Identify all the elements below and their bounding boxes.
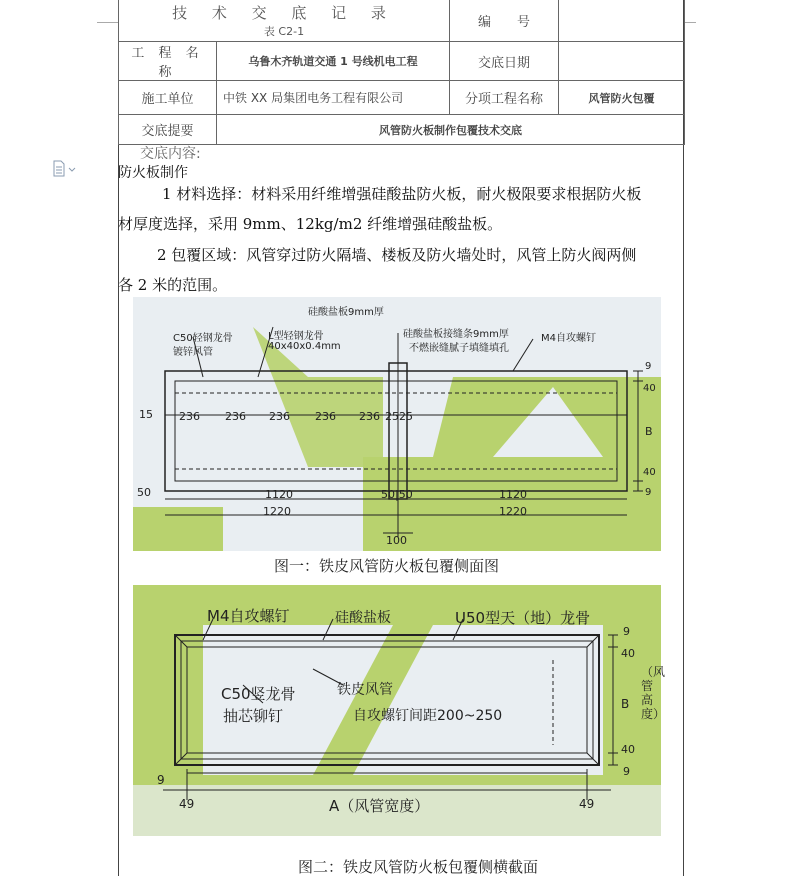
label-l-keel: L型轻钢龙骨 <box>268 331 324 342</box>
code-value[interactable] <box>559 0 685 42</box>
dim-right-40-bottom: 40 <box>643 467 656 478</box>
summary-label: 交底提要 <box>119 115 217 145</box>
header-title-cell <box>119 0 450 42</box>
dim-right-9-bottom: 9 <box>645 487 652 498</box>
label-silicate-board: 硅酸盐板9mm厚 <box>308 307 384 318</box>
section-title: 防火板制作 <box>118 165 188 181</box>
dim-left-9: 9 <box>157 773 165 787</box>
label-m4-screw: M4自攻螺钉 <box>541 333 596 344</box>
label-steel-duct: 铁皮风管 <box>337 682 393 698</box>
dim-1220-right: 1220 <box>499 505 527 518</box>
label-c50-stud: C50竖龙骨 <box>221 685 296 703</box>
dim-right-b: B <box>645 425 653 438</box>
label-joint-strip: 硅酸盐板接缝条9mm厚 <box>403 329 509 340</box>
label-screw-spacing: 自攻螺钉间距200~250 <box>353 708 503 724</box>
content-label: 交底内容: <box>140 146 201 162</box>
figure-2-caption: 图二：铁皮风管防火板包覆侧横截面 <box>298 858 539 876</box>
dim-236-2: 236 <box>225 410 246 423</box>
dim-right-49: 49 <box>579 797 595 811</box>
dim-236-1: 236 <box>179 410 200 423</box>
header-title-row <box>119 0 685 42</box>
label-l-keel-size: 40x40x0.4mm <box>268 341 341 352</box>
paragraph-2-line-2: 各 2 米的范围。 <box>118 276 228 294</box>
header-row-builder <box>119 81 685 115</box>
dim-right-b: B <box>621 697 630 711</box>
header-row-project <box>119 42 685 81</box>
figure-side-view <box>133 297 661 551</box>
builder-label: 施工单位 <box>119 81 217 115</box>
dim-15: 15 <box>139 408 153 421</box>
sub-project-label: 分项工程名称 <box>450 81 559 115</box>
dim-236-3: 236 <box>269 410 290 423</box>
document-icon[interactable] <box>52 160 80 178</box>
dim-25-2: 25 <box>399 410 413 423</box>
date-label: 交底日期 <box>450 42 559 81</box>
disclosure-header-table <box>118 0 685 145</box>
project-name-value[interactable]: 乌鲁木齐轨道交通 1 号线机电工程 <box>217 42 450 81</box>
dim-25-1: 25 <box>385 410 399 423</box>
dim-right-40-top: 40 <box>621 647 635 660</box>
date-value[interactable] <box>559 42 685 81</box>
label-galvanized-duct: 镀锌风管 <box>173 347 213 358</box>
header-row-summary <box>119 115 685 145</box>
project-name-label: 工 程 名 称 <box>119 42 217 81</box>
builder-value[interactable]: 中铁 XX 局集团电务工程有限公司 <box>217 81 450 115</box>
dim-100: 100 <box>386 534 407 547</box>
document-title: 技 术 交 底 记 录 <box>172 3 396 22</box>
figure-cross-section <box>133 585 666 836</box>
sub-project-value[interactable]: 风管防火包覆 <box>559 81 685 115</box>
dim-right-9-top: 9 <box>645 361 652 372</box>
paragraph-1-line-2: 材厚度选择，采用 9mm、12kg/m2 纤维增强硅酸盐板。 <box>118 215 503 233</box>
dim-236-4: 236 <box>315 410 336 423</box>
label-u50-keel: U50型天（地）龙骨 <box>455 609 591 627</box>
label-silicate-board: 硅酸盐板 <box>335 610 391 626</box>
label-fill-putty: 不燃嵌缝腻子填缝填孔 <box>409 343 509 354</box>
label-c50-keel: C50轻钢龙骨 <box>173 333 233 344</box>
dim-duct-width: A（风管宽度） <box>329 797 430 815</box>
form-number: 表 C2-1 <box>263 24 305 38</box>
dim-1120-left: 1120 <box>265 488 293 501</box>
summary-value[interactable]: 风管防火板制作包覆技术交底 <box>217 115 685 145</box>
dim-50: 50 <box>137 486 151 499</box>
dim-duct-height: （风管高度） <box>641 665 666 721</box>
dim-1120-right: 1120 <box>499 488 527 501</box>
label-m4-screw: M4自攻螺钉 <box>207 607 290 625</box>
dim-236-5: 236 <box>359 410 380 423</box>
dim-left-49: 49 <box>179 797 195 811</box>
figure-1-caption: 图一：铁皮风管防火板包覆侧面图 <box>274 557 500 575</box>
paragraph-1-line-1: 1 材料选择：材料采用纤维增强硅酸盐防火板，耐火极限要求根据防火板 <box>162 185 642 203</box>
label-blind-rivet: 抽芯铆钉 <box>223 707 284 725</box>
dim-right-40-top: 40 <box>643 383 656 394</box>
code-label: 编 号 <box>450 0 559 42</box>
paragraph-2-line-1: 2 包覆区域：风管穿过防火隔墙、楼板及防火墙处时，风管上防火阀两侧 <box>157 246 637 264</box>
dim-right-40-bottom: 40 <box>621 743 635 756</box>
dim-50-50: 50|50 <box>381 488 413 501</box>
page-corner-mark-left <box>97 0 120 23</box>
dim-right-9-bottom: 9 <box>623 765 630 778</box>
dim-right-9-top: 9 <box>623 625 630 638</box>
dim-1220-left: 1220 <box>263 505 291 518</box>
